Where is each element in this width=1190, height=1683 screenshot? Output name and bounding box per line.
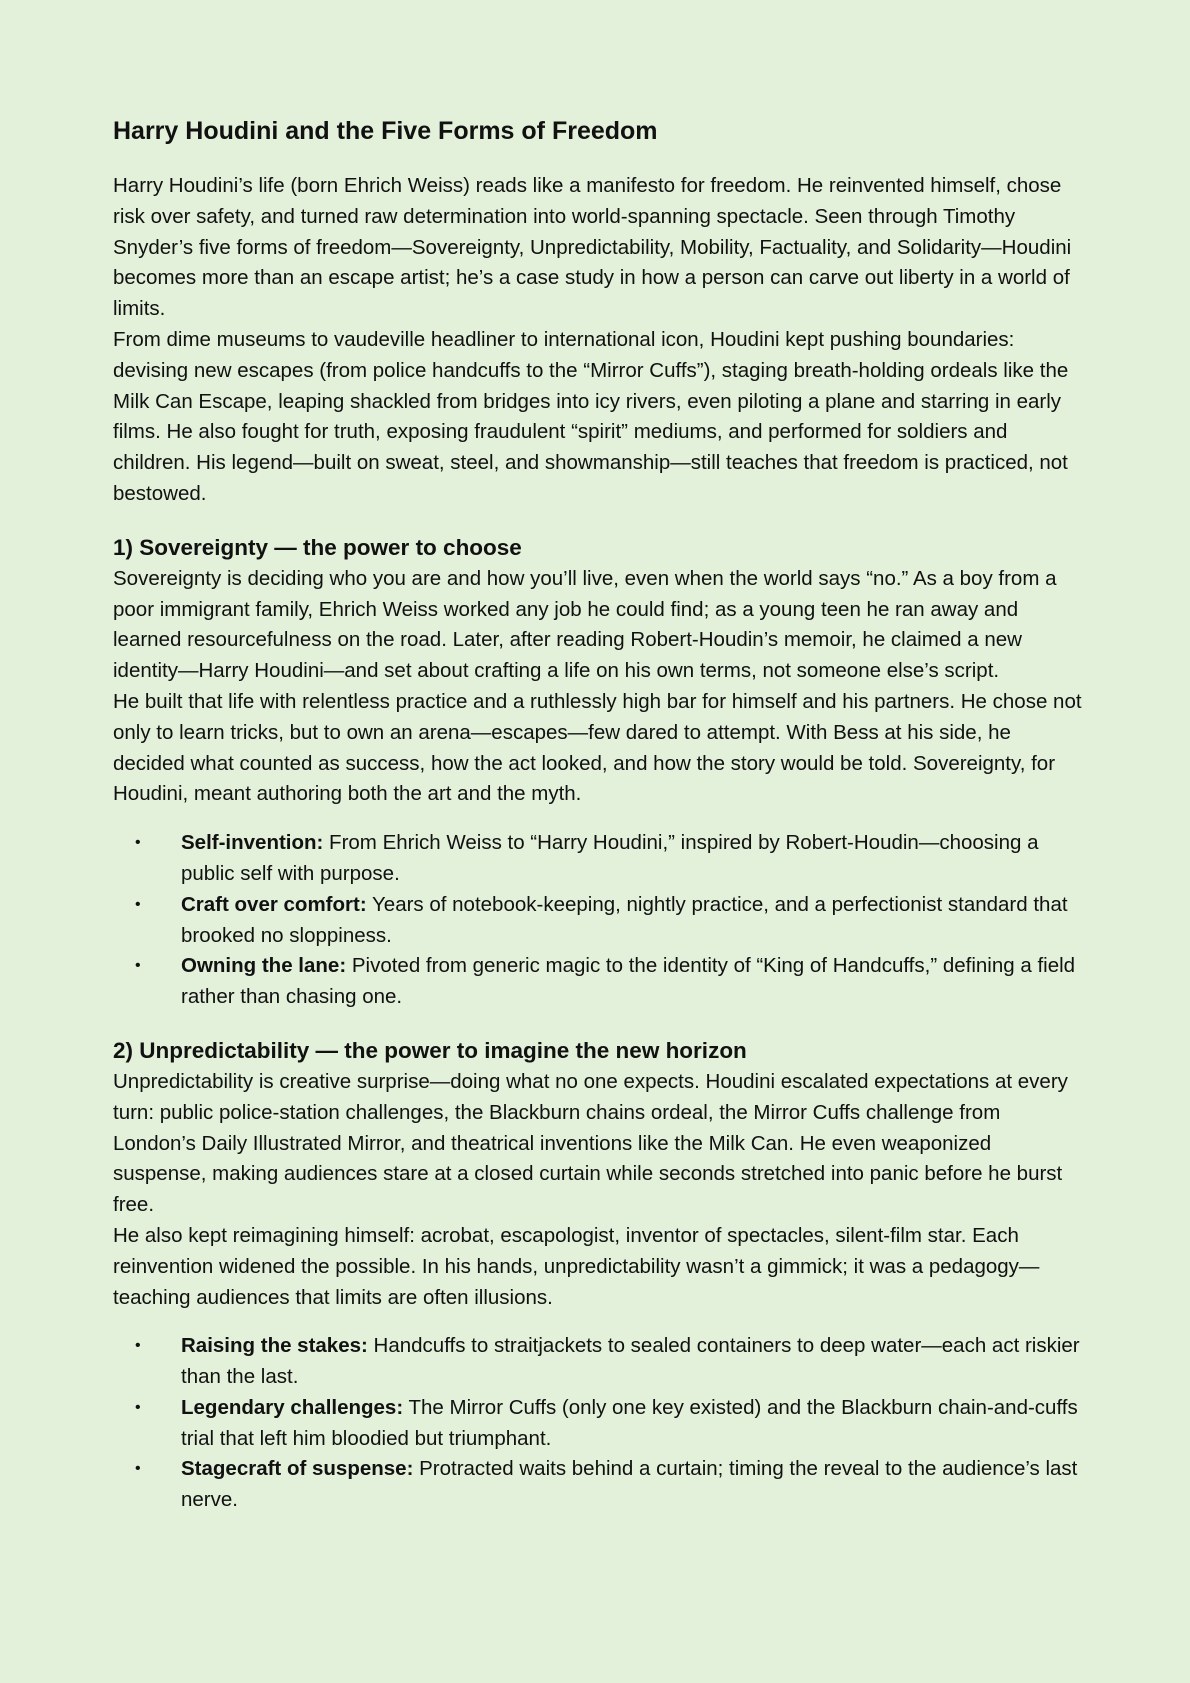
list-item-text: From Ehrich Weiss to “Harry Houdini,” inspired by Robert-Houdin—choosing a public self with purpose.: [181, 831, 1039, 885]
bullet-icon: •: [135, 1460, 141, 1478]
list-item-text: Years of notebook-keeping, nightly practice, and a perfectionist standard that brooked no sloppiness.: [181, 892, 1068, 947]
list-item: [113, 1393, 1083, 1455]
list-item-text: Pivoted from generic magic to the identity of “King of Handcuffs,” defining a field rather than chasing one.: [181, 954, 1076, 1009]
bullet-icon: •: [135, 957, 141, 975]
list-item-label: Self-invention:: [181, 831, 324, 855]
bullet-list: [113, 828, 1083, 1013]
list-item: [113, 1331, 1083, 1393]
section-paragraph: Unpredictability is creative surprise—doing what no one expects. Houdini escalated expectations at every turn: public police-station challenges, the Blackburn chains ordeal, the Mirror Cuffs challenge from London’s Daily Illustrated Mirror, and theatrical inventions like the Milk Can. He even weaponized suspense, making audiences stare at a closed curtain while seconds stretched into panic before he burst free.: [113, 1069, 1068, 1217]
bullet-icon: •: [135, 895, 141, 913]
intro-paragraph-2: From dime museums to vaudeville headliner to international icon, Houdini kept pushing boundaries: devising new escapes (from police handcuffs to the “Mirror Cuffs”), staging breath-holding ordeals like the Milk Can Escape, leaping shackled from bridges into icy rivers, even piloting a plane and starring in early films. He also fought for truth, exposing fraudulent “spirit” mediums, and performed for soldiers and children. His legend—built on sweat, steel, and showmanship—still teaches that freedom is practiced, not bestowed.: [113, 327, 1069, 505]
list-item: [113, 890, 1083, 952]
list-item: [113, 951, 1083, 1013]
bullet-icon: •: [135, 1398, 141, 1416]
list-item-label: Craft over comfort:: [181, 892, 367, 916]
section-heading: 1) Sovereignty — the power to choose: [113, 534, 522, 560]
section-paragraph: Sovereignty is deciding who you are and how you’ll live, even when the world says “no.” As a boy from a poor immigrant family, Ehrich Weiss worked any job he could find; as a young teen he ran away and learned resourcefulness on the road. Later, after reading Robert-Houdin’s memoir, he claimed a new identity—Harry Houdini—and set about crafting a life on his own terms, not someone else’s script.: [113, 566, 1057, 683]
bullet-icon: •: [135, 1337, 141, 1355]
list-item: [113, 828, 1083, 890]
list-item-label: Stagecraft of suspense:: [181, 1457, 414, 1481]
intro-paragraph-1: Harry Houdini’s life (born Ehrich Weiss) reads like a manifesto for freedom. He reinvented himself, chose risk over safety, and turned raw determination into world-spanning spectacle. Seen through Timothy Snyder’s five forms of freedom—Sovereignty, Unpredictability, Mobility, Factuality, and Solidarity—Houdini becomes more than an escape artist; he’s a case study in how a person can carve out liberty in a world of limits.: [113, 174, 1072, 321]
list-item-label: Raising the stakes:: [181, 1334, 368, 1358]
list-item-text: Handcuffs to straitjackets to sealed containers to deep water—each act riskier than the last.: [181, 1334, 1080, 1389]
document-title: Harry Houdini and the Five Forms of Freedom: [113, 117, 658, 145]
list-item-label: Owning the lane:: [181, 954, 347, 978]
section-paragraph: He also kept reimagining himself: acrobat, escapologist, inventor of spectacles, silent-film star. Each reinvention widened the possible. In his hands, unpredictability wasn’t a gimmick; it was a pedagogy—teaching audiences that limits are often illusions.: [113, 1223, 1040, 1309]
section-sovereignty: [113, 532, 1083, 1013]
list-item-label: Legendary challenges:: [181, 1395, 404, 1419]
bullet-list: [113, 1331, 1083, 1516]
section-unpredictability: [113, 1035, 1083, 1516]
section-paragraph: He built that life with relentless practice and a ruthlessly high bar for himself and his partners. He chose not only to learn tricks, but to own an arena—escapes—few dared to attempt. With Bess at his side, he decided what counted as success, how the act looked, and how the story would be told. Sovereignty, for Houdini, meant authoring both the art and the myth.: [113, 689, 1082, 806]
section-heading: 2) Unpredictability — the power to imagine the new horizon: [113, 1037, 747, 1063]
list-item-text: The Mirror Cuffs (only one key existed) and the Blackburn chain-and-cuffs trial that left him bloodied but triumphant.: [181, 1395, 1078, 1450]
document-body: [113, 113, 1083, 1516]
bullet-icon: •: [135, 834, 141, 852]
list-item-text: Protracted waits behind a curtain; timing the reveal to the audience’s last nerve.: [181, 1457, 1078, 1512]
list-item: [113, 1454, 1083, 1516]
